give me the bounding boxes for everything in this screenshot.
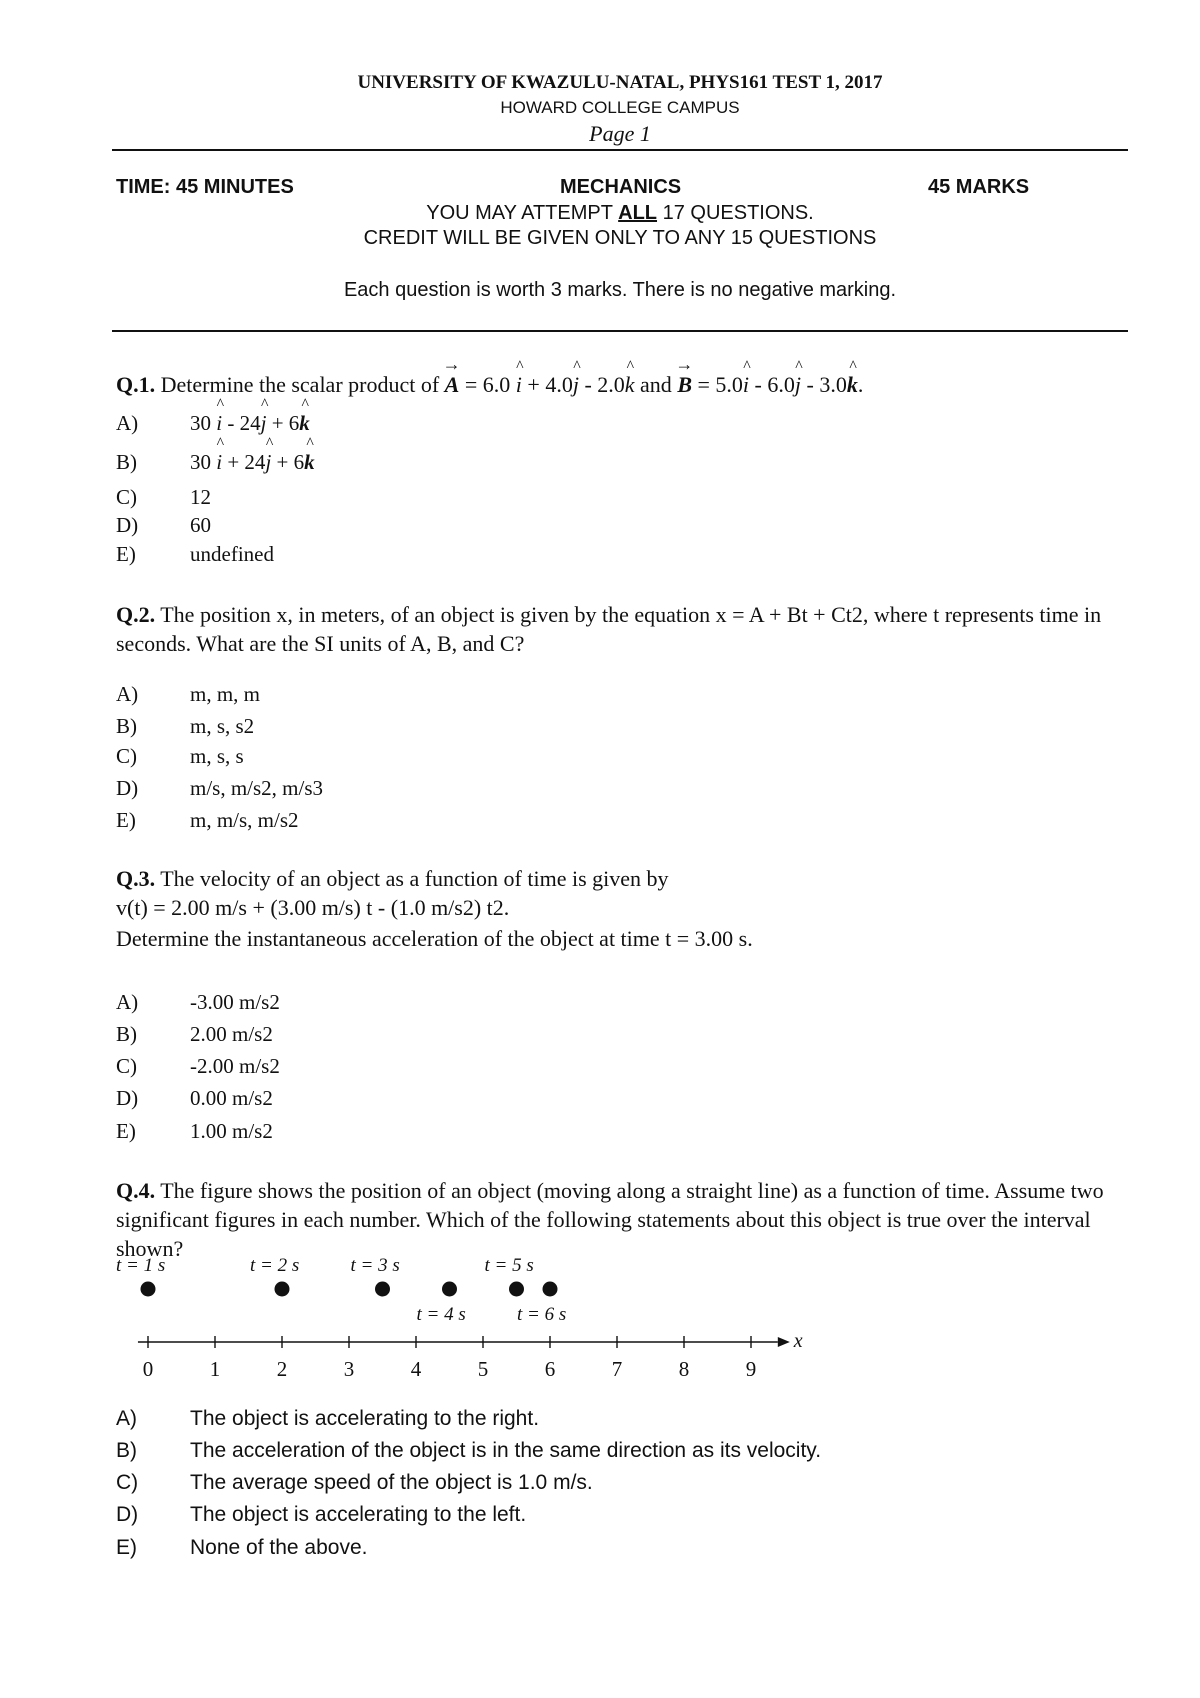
option-text: m, m/s, m/s2 xyxy=(190,808,299,832)
attempt-all: ALL xyxy=(618,202,658,224)
q2-option-b[interactable] xyxy=(116,712,254,740)
q4-option-c[interactable] xyxy=(116,1469,593,1497)
q2-option-a[interactable] xyxy=(116,680,260,708)
tick-label: 1 xyxy=(209,1357,221,1381)
q3-option-d[interactable] xyxy=(116,1084,273,1112)
option-label: A) xyxy=(116,990,139,1014)
option-label: A) xyxy=(116,1407,137,1430)
tick-label: 8 xyxy=(678,1357,690,1381)
q1-stem-text: Determine the scalar product of xyxy=(155,372,445,397)
tick-label: 6 xyxy=(544,1357,556,1381)
option-text: 12 xyxy=(190,485,211,509)
q1-stem xyxy=(116,370,1136,399)
q1-vector-expression: → A = 6.0 ^ i + 4.0^ j - 2.0^ k and → B = 5.0^ i - 6.0^ j - 3.0^ k. xyxy=(445,372,864,397)
option-text: m/s, m/s2, m/s3 xyxy=(190,776,324,800)
option-text: 60 xyxy=(190,513,211,537)
option-label: A) xyxy=(116,682,139,706)
option-text: 0.00 m/s2 xyxy=(190,1086,273,1110)
q4-stem xyxy=(116,1176,1136,1263)
tick-label: 0 xyxy=(142,1357,154,1381)
option-label: B) xyxy=(116,1022,137,1046)
option-label: C) xyxy=(116,744,137,768)
campus-name: HOWARD COLLEGE CAMPUS xyxy=(500,98,740,117)
q2-stem-text: The position x, in meters, of an object is given by the equation x = A + Bt + Ct2, where t represents time in seconds. What are the SI units of A, B, and C? xyxy=(116,602,1102,656)
subject-title: MECHANICS xyxy=(560,176,682,198)
option-label: E) xyxy=(116,808,136,832)
attempt-instruction xyxy=(0,202,1200,225)
option-label: E) xyxy=(116,542,136,566)
attempt-pre: YOU MAY ATTEMPT xyxy=(426,202,619,224)
q1-number: Q.1. xyxy=(116,372,156,397)
option-text: m, m, m xyxy=(190,682,261,706)
top-rule xyxy=(112,149,1128,151)
tick-label: 3 xyxy=(343,1357,355,1381)
q2-stem xyxy=(116,600,1136,658)
time-limit: TIME: 45 MINUTES xyxy=(116,176,294,198)
option-text: m, s, s2 xyxy=(190,714,255,738)
q4-option-b[interactable] xyxy=(116,1437,821,1465)
q1-option-a-text: 30 ^ i - 24^ j + 6^ k xyxy=(190,411,310,435)
exam-title: UNIVERSITY OF KWAZULU-NATAL, PHYS161 TEST 1, 2017 xyxy=(357,72,883,93)
position-dot-t6 xyxy=(543,1282,558,1297)
page-number: Page 1 xyxy=(589,121,651,146)
info-rule xyxy=(112,330,1128,332)
position-dot-t1 xyxy=(141,1282,156,1297)
option-text: -2.00 m/s2 xyxy=(190,1054,280,1078)
option-text: 2.00 m/s2 xyxy=(190,1022,273,1046)
q4-option-a[interactable] xyxy=(116,1405,539,1433)
option-label: A) xyxy=(116,411,139,435)
q3-velocity-equation: v(t) = 2.00 m/s + (3.00 m/s) t - (1.0 m/s2) t2. xyxy=(116,895,510,920)
q3-option-c[interactable] xyxy=(116,1052,280,1080)
option-label: B) xyxy=(116,450,137,474)
attempt-post: 17 QUESTIONS. xyxy=(657,202,814,224)
time-label: t = 3 s xyxy=(350,1255,400,1276)
option-text: The object is accelerating to the right. xyxy=(190,1407,540,1430)
position-dot-t5 xyxy=(509,1282,524,1297)
option-label: D) xyxy=(116,776,139,800)
tick-label: 9 xyxy=(745,1357,757,1381)
time-label: t = 5 s xyxy=(484,1255,534,1276)
q3-stem-line1 xyxy=(116,864,1136,893)
option-text: The acceleration of the object is in the same direction as its velocity. xyxy=(190,1439,822,1462)
option-label: C) xyxy=(116,485,137,509)
q4-option-e[interactable] xyxy=(116,1534,367,1562)
q3-stem-text: The velocity of an object as a function of time is given by xyxy=(155,866,669,891)
q3-number: Q.3. xyxy=(116,866,156,891)
position-dot-t3 xyxy=(375,1282,390,1297)
q2-option-c[interactable] xyxy=(116,742,244,770)
q3-option-a[interactable] xyxy=(116,988,280,1016)
total-marks: 45 MARKS xyxy=(928,176,1030,198)
option-text: 1.00 m/s2 xyxy=(190,1119,273,1143)
position-dot-t4 xyxy=(442,1282,457,1297)
marking-instruction: Each question is worth 3 marks. There is no negative marking. xyxy=(343,279,897,301)
axis-arrow xyxy=(778,1337,790,1347)
q1-option-e[interactable] xyxy=(116,540,274,568)
time-label: t = 6 s xyxy=(517,1304,567,1325)
tick-label: 7 xyxy=(611,1357,623,1381)
q4-position-figure xyxy=(108,1255,828,1395)
credit-instruction: CREDIT WILL BE GIVEN ONLY TO ANY 15 QUESTIONS xyxy=(363,227,877,249)
option-label: C) xyxy=(116,1471,139,1494)
option-label: E) xyxy=(116,1119,136,1143)
q2-option-e[interactable] xyxy=(116,806,299,834)
axis-label: x xyxy=(793,1330,803,1352)
position-dot-t2 xyxy=(275,1282,290,1297)
q3-stem-line3: Determine the instantaneous acceleration of the object at time t = 3.00 s. xyxy=(116,926,753,951)
option-label: C) xyxy=(116,1054,137,1078)
option-text: The object is accelerating to the left. xyxy=(190,1503,527,1526)
q1-option-d[interactable] xyxy=(116,511,211,539)
option-label: D) xyxy=(116,513,139,537)
q3-option-b[interactable] xyxy=(116,1020,273,1048)
q2-option-d[interactable] xyxy=(116,774,323,802)
option-text: The average speed of the object is 1.0 m/s. xyxy=(190,1471,593,1494)
tick-label: 4 xyxy=(410,1357,422,1381)
q1-option-b[interactable] xyxy=(116,448,315,476)
time-label: t = 2 s xyxy=(250,1255,300,1276)
q1-option-a[interactable] xyxy=(116,409,310,437)
time-label: t = 4 s xyxy=(416,1304,466,1325)
q2-number: Q.2. xyxy=(116,602,156,627)
q4-option-d[interactable] xyxy=(116,1501,526,1529)
option-text: undefined xyxy=(190,542,274,566)
option-label: D) xyxy=(116,1503,139,1526)
option-text: -3.00 m/s2 xyxy=(190,990,280,1014)
option-label: D) xyxy=(116,1086,139,1110)
q3-option-e[interactable] xyxy=(116,1117,273,1145)
time-label: t = 1 s xyxy=(116,1255,166,1276)
q1-option-c[interactable] xyxy=(116,483,211,511)
q4-stem-text: The figure shows the position of an object (moving along a straight line) as a function of time. Assume two significant figures in each number. Which of the following statements about this object is true over the interval shown? xyxy=(116,1178,1104,1261)
option-text: m, s, s xyxy=(190,744,244,768)
q1-option-b-text: 30 ^ i + 24^ j + 6^ k xyxy=(190,450,315,474)
q4-number: Q.4. xyxy=(116,1178,156,1203)
option-text: None of the above. xyxy=(190,1536,368,1559)
option-label: E) xyxy=(116,1536,137,1559)
option-label: B) xyxy=(116,714,137,738)
option-label: B) xyxy=(116,1439,137,1462)
tick-label: 5 xyxy=(477,1357,489,1381)
tick-label: 2 xyxy=(276,1357,288,1381)
